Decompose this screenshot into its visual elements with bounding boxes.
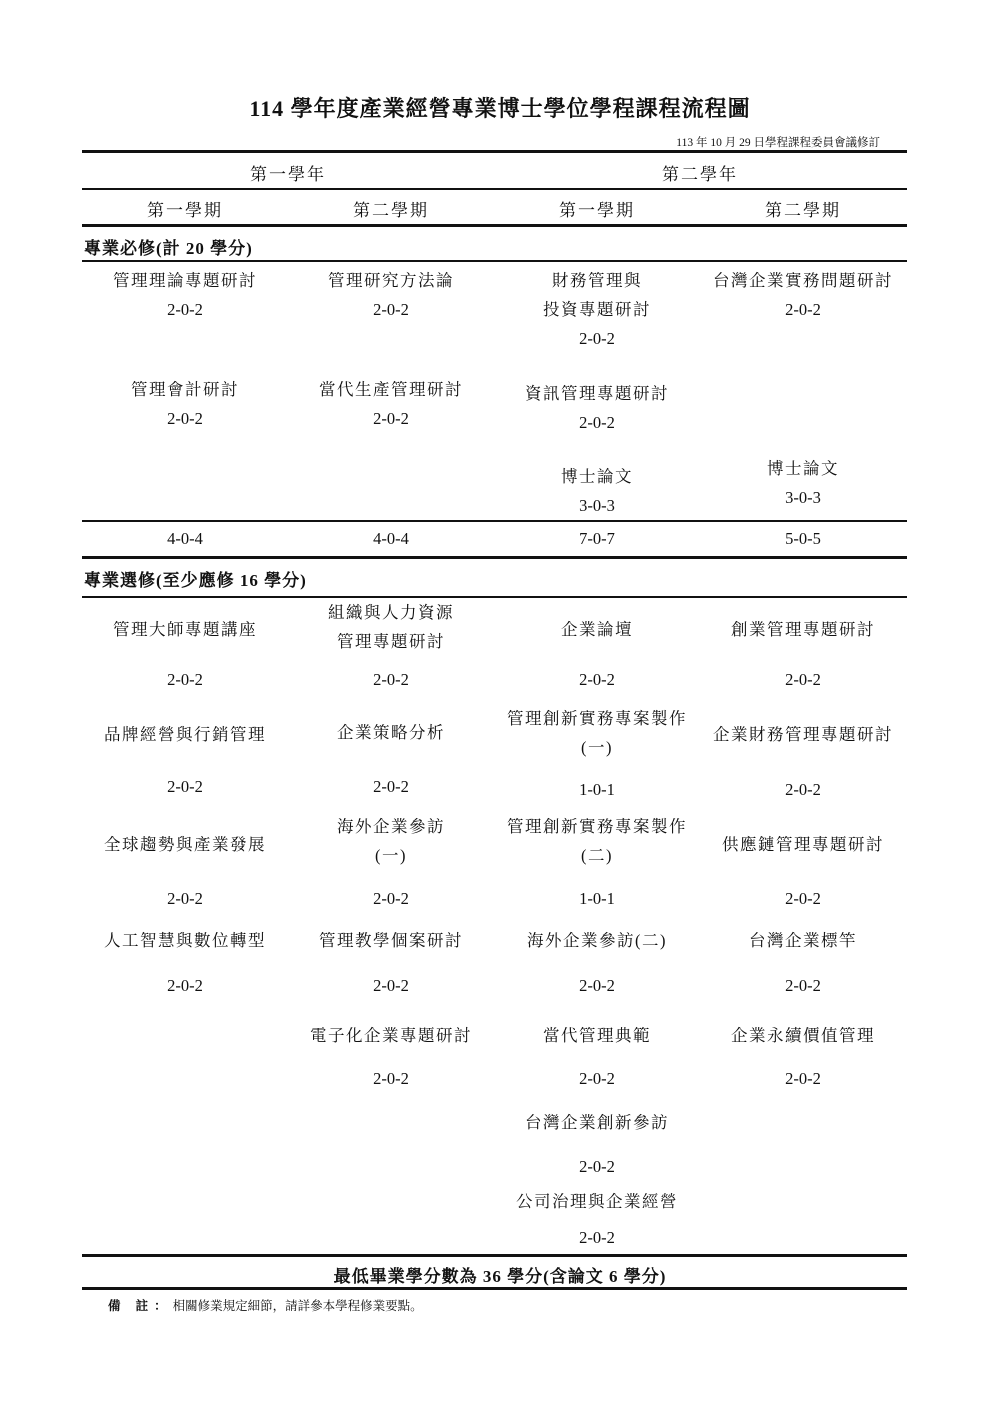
course-name: 資訊管理專題研討 [525,384,669,403]
top-rule [82,150,907,153]
course-credit: 2-0-2 [373,976,409,995]
elective-course-name: 企業論壇 [561,620,633,639]
course-credit: 2-0-2 [167,670,203,689]
elective-course-name: 當代管理典範 [543,1026,651,1045]
course-credit: 2-0-2 [579,1069,615,1088]
course-credit: 3-0-3 [579,496,615,515]
elective-section-label: 專業選修(至少應修 16 學分) [84,571,307,590]
course-credit: 2-0-2 [579,413,615,432]
course-name: 博士論文 [561,467,633,486]
course-name: 台灣企業實務問題研討 [713,271,893,290]
course-credit: 2-0-2 [167,409,203,428]
course-name: 管理創新實務專案製作 [507,817,687,836]
required-course [494,266,700,353]
semester-total: 7-0-7 [579,529,615,548]
course-credit: 2-0-2 [579,670,615,689]
elective-course [494,812,700,870]
course-credit: 2-0-2 [167,300,203,319]
required-course [494,379,700,437]
course-credit: 2-0-2 [579,1157,615,1176]
required-course [288,266,494,324]
course-credit: 2-0-2 [373,889,409,908]
elective-course-name: 台灣企業標竿 [749,931,857,950]
elective-rule [82,596,907,598]
course-credit: 2-0-2 [785,300,821,319]
elective-course-name: 人工智慧與數位轉型 [104,931,266,950]
course-credit: 2-0-2 [785,976,821,995]
required-course [82,375,288,433]
minimum-credits: 最低畢業學分數為 36 學分(含論文 6 學分) [333,1267,667,1286]
course-credit: 2-0-2 [167,777,203,796]
totals-rule [82,520,907,522]
elective-course-name: 企業財務管理專題研討 [713,725,893,744]
course-name: 博士論文 [767,459,839,478]
course-credit: 2-0-2 [579,329,615,348]
course-credit: 2-0-2 [785,1069,821,1088]
required-course [700,266,906,324]
elective-course-name: 創業管理專題研討 [731,620,875,639]
elective-course-name: 電子化企業專題研討 [310,1026,472,1045]
course-name: 管理會計研討 [131,380,239,399]
year-rule [82,188,907,190]
remark-text: 相關修業規定細節，請詳參本學程修業要點。 [172,1299,423,1313]
revision-note: 113 年 10 月 29 日學程課程委員會議修訂 [676,137,880,149]
course-credit: 2-0-2 [785,670,821,689]
semester-header: 第一學期 [147,201,223,220]
course-name: 海外企業參訪 [337,817,445,836]
elective-top-rule [82,556,907,559]
course-credit: 2-0-2 [373,1069,409,1088]
year-2-header: 第二學年 [662,165,738,184]
semester-total: 4-0-4 [167,529,203,548]
course-credit: 2-0-2 [579,1228,615,1247]
course-credit: 2-0-2 [373,300,409,319]
footer-top-rule [82,1254,907,1257]
elective-course-name: 海外企業參訪(二) [527,931,667,950]
elective-course-name: 企業永續價值管理 [731,1026,875,1045]
semester-header: 第一學期 [559,201,635,220]
course-credit: 2-0-2 [579,976,615,995]
course-credit: 2-0-2 [373,777,409,796]
required-course [82,266,288,324]
semester-total: 5-0-5 [785,529,821,548]
elective-course [288,812,494,870]
course-name-line2: 管理專題研討 [337,632,445,651]
course-credit: 3-0-3 [785,488,821,507]
course-name-line2: 投資專題研討 [543,300,651,319]
course-credit: 1-0-1 [579,889,615,908]
course-credit: 2-0-2 [373,670,409,689]
required-section-label: 專業必修(計 20 學分) [84,239,253,258]
year-1-header: 第一學年 [250,165,326,184]
course-name: 管理創新實務專案製作 [507,709,687,728]
course-name-line2: (一) [581,738,613,757]
course-name: 當代生產管理研討 [319,380,463,399]
course-name-line2: (二) [581,846,613,865]
semester-rule [82,224,907,227]
elective-course-name: 品牌經營與行銷管理 [104,725,266,744]
elective-course-name: 台灣企業創新參訪 [525,1113,669,1132]
course-name: 管理研究方法論 [328,271,454,290]
course-name: 組織與人力資源 [328,603,454,622]
footer-bottom-rule [82,1287,907,1290]
course-credit: 1-0-1 [579,780,615,799]
course-credit: 2-0-2 [785,889,821,908]
course-credit: 2-0-2 [785,780,821,799]
semester-header: 第二學期 [765,201,841,220]
semester-total: 4-0-4 [373,529,409,548]
elective-course-name: 管理大師專題講座 [113,620,257,639]
remark-label: 備 註： [108,1299,173,1313]
course-credit: 2-0-2 [373,409,409,428]
required-course [700,454,906,512]
remark [108,1296,423,1314]
elective-course-name: 供應鏈管理專題研討 [722,835,884,854]
elective-course [288,598,494,656]
course-name-line2: (一) [375,846,407,865]
elective-course-name: 企業策略分析 [337,723,445,742]
required-course [494,462,700,520]
course-name: 財務管理與 [552,271,642,290]
elective-course-name: 公司治理與企業經營 [516,1192,678,1211]
elective-course [494,704,700,762]
course-credit: 2-0-2 [167,889,203,908]
page-title: 114 學年度產業經營專業博士學位學程課程流程圖 [249,96,751,121]
semester-header: 第二學期 [353,201,429,220]
required-course [288,375,494,433]
course-name: 管理理論專題研討 [113,271,257,290]
elective-course-name: 全球趨勢與產業發展 [104,835,266,854]
elective-course-name: 管理教學個案研討 [319,931,463,950]
required-rule [82,260,907,262]
course-credit: 2-0-2 [167,976,203,995]
